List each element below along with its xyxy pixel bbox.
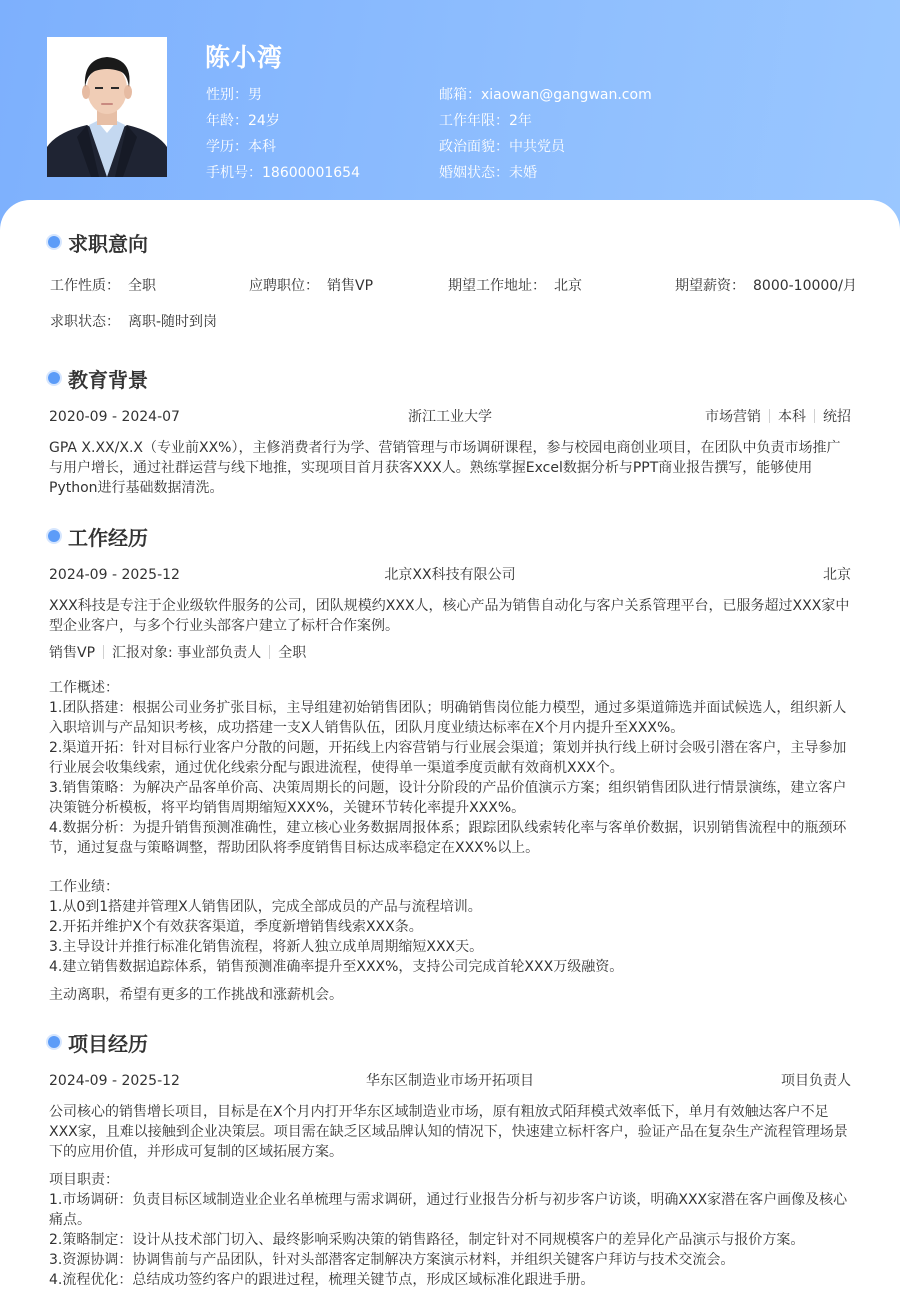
education-period: 2020-09 - 2024-07 [49, 409, 180, 425]
portrait-icon [47, 37, 167, 177]
project-duties [49, 1170, 853, 1290]
intent-job-type [50, 276, 156, 296]
info-label: 学历 ： [206, 139, 248, 155]
field-value: 离职-随时到岗 [128, 314, 218, 330]
work-achievements [49, 877, 853, 977]
info-value: xiaowan@gangwan.com [481, 87, 652, 103]
work-tags [49, 643, 853, 663]
section-heading: 教育背景 [68, 367, 148, 392]
section-title-education [48, 363, 148, 393]
work-overview [49, 678, 853, 858]
info-age [206, 108, 360, 134]
achievements-heading: 工作业绩： [49, 879, 119, 895]
field-value: 北京 [554, 278, 582, 294]
info-political-status [439, 134, 652, 160]
info-marital-status [439, 160, 652, 186]
field-value: 销售VP [327, 278, 374, 294]
info-label: 邮箱 ： [439, 87, 481, 103]
leave-reason: 主动离职，希望有更多的工作挑战和涨薪机会。 [49, 987, 343, 1003]
info-gender [206, 82, 360, 108]
info-value: 未婚 [509, 165, 537, 181]
field-label: 应聘职位 ： [249, 278, 319, 294]
info-label: 性别 ： [206, 87, 248, 103]
section-heading: 求职意向 [68, 231, 148, 256]
project-description: 公司核心的销售增长项目，目标是在X个月内打开华东区域制造业市场，原有粗放式陌拜模式效率低下，单月有效触达客户不足XXX家，且难以接触到企业决策层。项目需在缺乏区域品牌认知的情况下，快速建立标杆客户，验证产品在复杂生产流程管理场景下的应用价值，并形成可复制的区域拓展方案。 [49, 1104, 848, 1160]
bullet-dot-icon [48, 530, 60, 542]
info-email [439, 82, 652, 108]
project-name: 华东区制造业市场开拓项目 [366, 1073, 534, 1089]
intent-position [249, 276, 373, 296]
info-degree [206, 134, 360, 160]
info-label: 年龄 ： [206, 113, 248, 129]
field-value: 8000-10000/月 [753, 278, 857, 294]
work-title-tag: 销售VP [49, 645, 96, 661]
project-role: 项目负责人 [781, 1073, 851, 1089]
section-title-project [48, 1027, 148, 1057]
education-degree: 本科 [778, 409, 806, 425]
info-value: 本科 [248, 139, 276, 155]
bullet-dot-icon [48, 1036, 60, 1048]
info-label: 工作年限 ： [439, 113, 509, 129]
education-enrollment: 统招 [823, 409, 851, 425]
achievement-item: 3.主导设计并推行标准化销售流程，将新人独立成单周期缩短XXX天。 [49, 939, 484, 955]
tag-separator [814, 409, 815, 423]
basic-info-left [206, 82, 360, 186]
info-value: 2年 [509, 113, 532, 129]
bullet-dot-icon [48, 236, 60, 248]
overview-item: 3.销售策略：为解决产品客单价高、决策周期长的问题，设计分阶段的产品价值演示方案；组织销售团队进行情景演练，建立客户决策链分析模板，将平均销售周期缩短XXX%，关键环节转化率提升XXX%。 [49, 780, 847, 816]
achievement-item: 2.开拓并维护X个有效获客渠道，季度新增销售线索XXX条。 [49, 919, 423, 935]
field-label: 求职状态 ： [50, 314, 120, 330]
education-row [49, 407, 851, 427]
basic-info-right [439, 82, 652, 186]
section-heading: 项目经历 [68, 1031, 148, 1056]
overview-item: 1.团队搭建：根据公司业务扩张目标，主导组建初始销售团队；明确销售岗位能力模型，通过多渠道筛选并面试候选人，组织新人入职培训与产品知识考核，成功搭建一支X人销售队伍，团队月度业绩达标率在X个月内提升至XXX%。 [49, 700, 847, 736]
achievement-item: 1.从0到1搭建并管理X人销售团队，完成全部成员的产品与流程培训。 [49, 899, 482, 915]
work-type-tag: 全职 [278, 645, 307, 661]
project-period: 2024-09 - 2025-12 [49, 1073, 180, 1089]
education-description: GPA X.XX/X.X（专业前XX%），主修消费者行为学、营销管理与市场调研课程，参与校园电商创业项目，在团队中负责市场推广与用户增长，通过社群运营与线下地推，实现项目首月获客XXX人。熟练掌握Excel数据分析与PPT商业报告撰写，能够使用Python进行基础数据清洗。 [49, 440, 841, 496]
info-value: 男 [248, 87, 262, 103]
work-row [49, 565, 851, 585]
candidate-name: 陈小湾 [205, 43, 284, 72]
field-label: 期望薪资 ： [675, 278, 745, 294]
tag-separator [269, 645, 270, 659]
work-report-tag: 汇报对象: 事业部负责人 [112, 645, 262, 661]
field-label: 工作性质 ： [50, 278, 120, 294]
work-period: 2024-09 - 2025-12 [49, 567, 180, 583]
field-value: 全职 [128, 278, 156, 294]
info-label: 婚姻状态 ： [439, 165, 509, 181]
info-value: 18600001654 [262, 165, 360, 181]
intent-status [50, 312, 217, 332]
info-phone [206, 160, 360, 186]
work-company: 北京XX科技有限公司 [384, 567, 516, 583]
education-major: 市场营销 [705, 409, 761, 425]
achievement-item: 4.建立销售数据追踪体系，销售预测准确率提升至XXX%，支持公司完成首轮XXX万级融资。 [49, 959, 624, 975]
tag-separator [103, 645, 104, 659]
bullet-dot-icon [48, 372, 60, 384]
field-label: 期望工作地址 ： [448, 278, 546, 294]
project-row [49, 1071, 851, 1091]
info-label: 政治面貌 ： [439, 139, 509, 155]
education-school: 浙江工业大学 [408, 409, 492, 425]
duty-item: 1.市场调研：负责目标区域制造业企业名单梳理与需求调研，通过行业报告分析与初步客户访谈，明确XXX家潜在客户画像及核心痛点。 [49, 1192, 848, 1228]
info-value: 24岁 [248, 113, 280, 129]
section-title-work [48, 521, 148, 551]
overview-item: 4.数据分析：为提升销售预测准确性，建立核心业务数据周报体系；跟踪团队线索转化率与客单价数据，识别销售流程中的瓶颈环节，通过复盘与策略调整，帮助团队将季度销售目标达成率稳定在XXX%以上。 [49, 820, 847, 856]
resume-body [0, 200, 900, 1288]
intent-location [448, 276, 582, 296]
tag-separator [769, 409, 770, 423]
duty-item: 4.流程优化：总结成功签约客户的跟进过程，梳理关键节点，形成区域标准化跟进手册。 [49, 1272, 595, 1288]
duty-item: 2.策略制定：设计从技术部门切入、最终影响采购决策的销售路径，制定针对不同规模客户的差异化产品演示与报价方案。 [49, 1232, 805, 1248]
overview-item: 2.渠道开拓：针对目标行业客户分散的问题，开拓线上内容营销与行业展会渠道；策划并执行线上研讨会吸引潜在客户，主导参加行业展会收集线索，通过优化线索分配与跟进流程，使得单一渠道季度贡献有效商机XXX个。 [49, 740, 847, 776]
avatar-photo [47, 37, 167, 177]
duties-heading: 项目职责： [49, 1172, 119, 1188]
work-city: 北京 [823, 567, 851, 583]
info-work-years [439, 108, 652, 134]
info-label: 手机号 ： [206, 165, 262, 181]
info-value: 中共党员 [509, 139, 565, 155]
overview-heading: 工作概述： [49, 680, 119, 696]
duty-item: 3.资源协调：协调售前与产品团队，针对头部潜客定制解决方案演示材料，并组织关键客户拜访与技术交流会。 [49, 1252, 735, 1268]
company-description: XXX科技是专注于企业级软件服务的公司，团队规模约XXX人，核心产品为销售自动化与客户关系管理平台，已服务超过XXX家中型企业客户，与多个行业头部客户建立了标杆合作案例。 [49, 598, 850, 634]
section-title-intent [48, 227, 148, 257]
section-heading: 工作经历 [68, 525, 148, 550]
intent-salary [675, 276, 857, 296]
education-tags [705, 407, 851, 427]
